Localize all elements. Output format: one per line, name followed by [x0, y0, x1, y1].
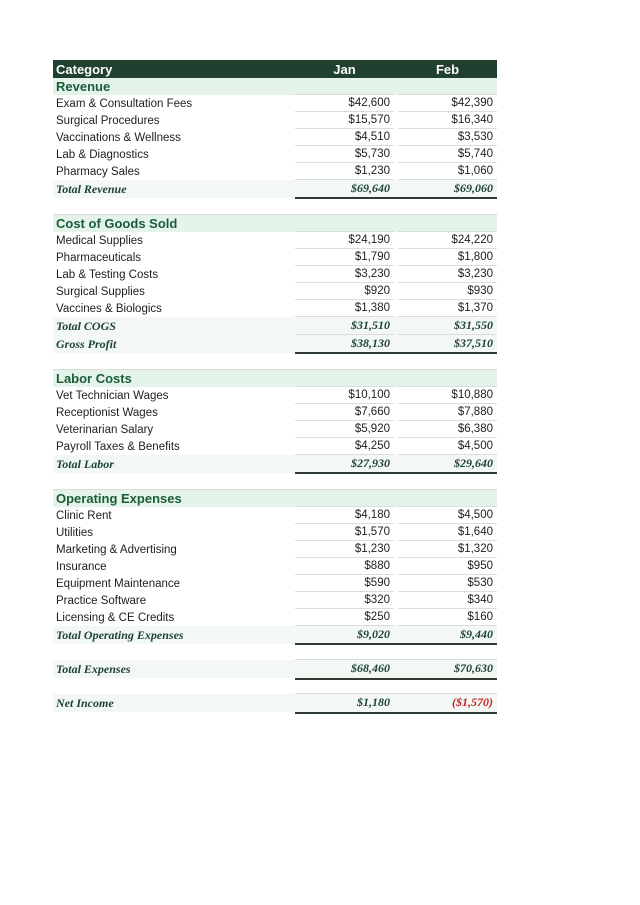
section-header-label: Revenue [56, 79, 111, 94]
table-row-jan-value: $1,570 [295, 524, 394, 541]
column-header-category: Category [56, 61, 113, 77]
total-row-values [295, 179, 497, 199]
table-row-feb-value: $340 [398, 592, 497, 609]
table-row [53, 232, 497, 249]
table-row-feb-value: $1,060 [398, 163, 497, 180]
table-row-label: Utilities [56, 526, 94, 539]
section-header-row-values [295, 215, 497, 232]
table-row-values [295, 387, 497, 404]
section-header-row-jan-value [295, 490, 394, 507]
table-row-label: Lab & Diagnostics [56, 148, 149, 161]
table-row-jan-value: $1,790 [295, 249, 394, 266]
table-row-feb-value: $7,880 [398, 404, 497, 421]
table-row-jan-value: $590 [295, 575, 394, 592]
table-row-label: Vaccines & Biologics [56, 302, 162, 315]
section-header-row-jan-value [295, 78, 394, 95]
table-row-feb-value: $530 [398, 575, 497, 592]
table-row-values [295, 592, 497, 609]
table-row-values [295, 524, 497, 541]
table-row-values [295, 507, 497, 524]
table-row-values [295, 146, 497, 163]
header-value-columns [295, 60, 497, 78]
table-row-label: Surgical Procedures [56, 114, 160, 127]
section-header-row [53, 489, 497, 507]
total-row-label: Total Labor [56, 456, 114, 471]
table-row-label: Exam & Consultation Fees [56, 97, 193, 110]
total-row-jan-value: $1,180 [357, 695, 390, 709]
table-row [53, 129, 497, 146]
section-spacer [53, 353, 497, 369]
table-row [53, 541, 497, 558]
total-row-jan-value: $38,130 [351, 335, 390, 350]
total-row [53, 660, 497, 678]
table-row-values [295, 609, 497, 626]
table-row-jan-value: $4,180 [295, 507, 394, 524]
table-row-feb-value: $6,380 [398, 421, 497, 438]
table-row-feb-value: $10,880 [398, 387, 497, 404]
table-row-values [295, 575, 497, 592]
table-row-feb-value: $16,340 [398, 112, 497, 129]
table-row-jan-value: $4,250 [295, 438, 394, 455]
table-row-jan-value: $4,510 [295, 129, 394, 146]
section-header-row [53, 369, 497, 387]
table-row [53, 387, 497, 404]
total-row-label: Gross Profit [56, 336, 117, 351]
table-row [53, 95, 497, 112]
table-row-jan-value: $7,660 [295, 404, 394, 421]
table-row-jan-value: $320 [295, 592, 394, 609]
table-row-label: Veterinarian Salary [56, 423, 154, 436]
table-row-feb-value: $930 [398, 283, 497, 300]
table-row [53, 524, 497, 541]
table-row-label: Vaccinations & Wellness [56, 131, 181, 144]
table-row-label: Licensing & CE Credits [56, 611, 175, 624]
table-row-values [295, 232, 497, 249]
table-row [53, 609, 497, 626]
total-row-jan-value: $68,460 [351, 661, 390, 675]
section-header-row-values [295, 490, 497, 507]
table-row [53, 300, 497, 317]
table-row-values [295, 438, 497, 455]
table-row-label: Clinic Rent [56, 509, 112, 522]
total-row [53, 455, 497, 473]
table-row-values [295, 249, 497, 266]
column-header-jan: Jan [333, 61, 356, 77]
total-row-values [295, 334, 497, 354]
table-row [53, 558, 497, 575]
total-row-jan-value: $9,020 [357, 626, 390, 641]
table-row-feb-value: $950 [398, 558, 497, 575]
table-row [53, 421, 497, 438]
table-row-feb-value: $1,370 [398, 300, 497, 317]
table-row-jan-value: $42,600 [295, 95, 394, 112]
table-row-label: Insurance [56, 560, 107, 573]
section-header-row-jan-value [295, 215, 394, 232]
total-row-label: Total Revenue [56, 181, 127, 196]
table-row-feb-value: $42,390 [398, 95, 497, 112]
table-row-jan-value: $24,190 [295, 232, 394, 249]
table-row-jan-value: $1,230 [295, 163, 394, 180]
table-row [53, 112, 497, 129]
total-row-feb-value: ($1,570) [452, 695, 493, 709]
table-row-label: Medical Supplies [56, 234, 143, 247]
table-row-feb-value: $4,500 [398, 507, 497, 524]
table-body [53, 78, 497, 712]
total-row-jan-value: $31,510 [295, 317, 394, 335]
table-row-feb-value: $1,320 [398, 541, 497, 558]
section-header-label: Operating Expenses [56, 491, 182, 506]
table-row-values [295, 404, 497, 421]
table-row [53, 507, 497, 524]
table-row [53, 592, 497, 609]
total-row-values [295, 454, 497, 474]
total-row-feb-value: $70,630 [454, 661, 493, 675]
table-row-values [295, 541, 497, 558]
table-row-values [295, 421, 497, 438]
table-header-row [53, 60, 497, 78]
total-row-label: Total Operating Expenses [56, 627, 184, 642]
total-row [53, 694, 497, 712]
table-row-values [295, 558, 497, 575]
table-row-feb-value: $3,230 [398, 266, 497, 283]
table-row-jan-value: $5,920 [295, 421, 394, 438]
table-row-label: Lab & Testing Costs [56, 268, 159, 281]
total-row-values [295, 317, 497, 335]
table-row-values [295, 283, 497, 300]
table-row-values [295, 129, 497, 146]
total-row-feb-value: $37,510 [454, 335, 493, 350]
table-row-feb-value: $3,530 [398, 129, 497, 146]
table-row-label: Pharmaceuticals [56, 251, 142, 264]
total-row-values [295, 659, 497, 680]
table-row-label: Pharmacy Sales [56, 165, 140, 178]
section-header-row-feb-value [398, 78, 497, 95]
total-row-feb-value: $69,060 [454, 180, 493, 195]
section-header-label: Cost of Goods Sold [56, 216, 178, 231]
table-row-values [295, 95, 497, 112]
table-row [53, 438, 497, 455]
table-row [53, 283, 497, 300]
table-row-jan-value: $3,230 [295, 266, 394, 283]
total-row [53, 335, 497, 353]
total-row-values [295, 693, 497, 714]
total-row-feb-value: $31,550 [398, 317, 497, 335]
table-row-jan-value: $1,230 [295, 541, 394, 558]
financial-statement-table [53, 60, 497, 712]
table-row [53, 146, 497, 163]
section-header-row-jan-value [295, 370, 394, 387]
table-row-jan-value: $880 [295, 558, 394, 575]
section-header-label: Labor Costs [56, 371, 132, 386]
table-row-jan-value: $5,730 [295, 146, 394, 163]
table-row-label: Payroll Taxes & Benefits [56, 440, 180, 453]
table-row-feb-value: $1,640 [398, 524, 497, 541]
section-spacer [53, 473, 497, 489]
table-row-jan-value: $15,570 [295, 112, 394, 129]
total-row-feb-value: $29,640 [454, 455, 493, 470]
table-row-jan-value: $920 [295, 283, 394, 300]
total-row-label: Total COGS [56, 318, 116, 333]
table-row-values [295, 300, 497, 317]
table-row-values [295, 266, 497, 283]
total-row-label: Net Income [56, 695, 114, 710]
table-row-feb-value: $160 [398, 609, 497, 626]
column-header-feb: Feb [435, 61, 460, 77]
section-header-row-values [295, 370, 497, 387]
section-header-row [53, 78, 497, 95]
total-row [53, 317, 497, 335]
total-row-jan-value: $69,640 [351, 180, 390, 195]
total-row-jan-value: $27,930 [351, 455, 390, 470]
table-row-feb-value: $5,740 [398, 146, 497, 163]
table-row [53, 249, 497, 266]
table-row [53, 404, 497, 421]
table-row-feb-value: $4,500 [398, 438, 497, 455]
section-spacer [53, 198, 497, 214]
table-row-values [295, 163, 497, 180]
section-header-row-feb-value [398, 370, 497, 387]
table-row-label: Receptionist Wages [56, 406, 158, 419]
section-header-row [53, 214, 497, 232]
total-row-values [295, 625, 497, 645]
table-row [53, 266, 497, 283]
section-header-row-feb-value [398, 490, 497, 507]
section-header-row-values [295, 78, 497, 95]
table-row-label: Equipment Maintenance [56, 577, 181, 590]
table-row [53, 163, 497, 180]
total-row-feb-value: $9,440 [460, 626, 493, 641]
table-row-feb-value: $1,800 [398, 249, 497, 266]
total-row [53, 180, 497, 198]
total-row-label: Total Expenses [56, 661, 131, 676]
table-row-label: Surgical Supplies [56, 285, 145, 298]
table-row-jan-value: $250 [295, 609, 394, 626]
section-header-row-feb-value [398, 215, 497, 232]
total-row [53, 626, 497, 644]
table-row-label: Practice Software [56, 594, 147, 607]
table-row-jan-value: $10,100 [295, 387, 394, 404]
table-row-label: Marketing & Advertising [56, 543, 177, 556]
table-row [53, 575, 497, 592]
table-row-feb-value: $24,220 [398, 232, 497, 249]
table-row-values [295, 112, 497, 129]
table-row-jan-value: $1,380 [295, 300, 394, 317]
table-row-label: Vet Technician Wages [56, 389, 169, 402]
